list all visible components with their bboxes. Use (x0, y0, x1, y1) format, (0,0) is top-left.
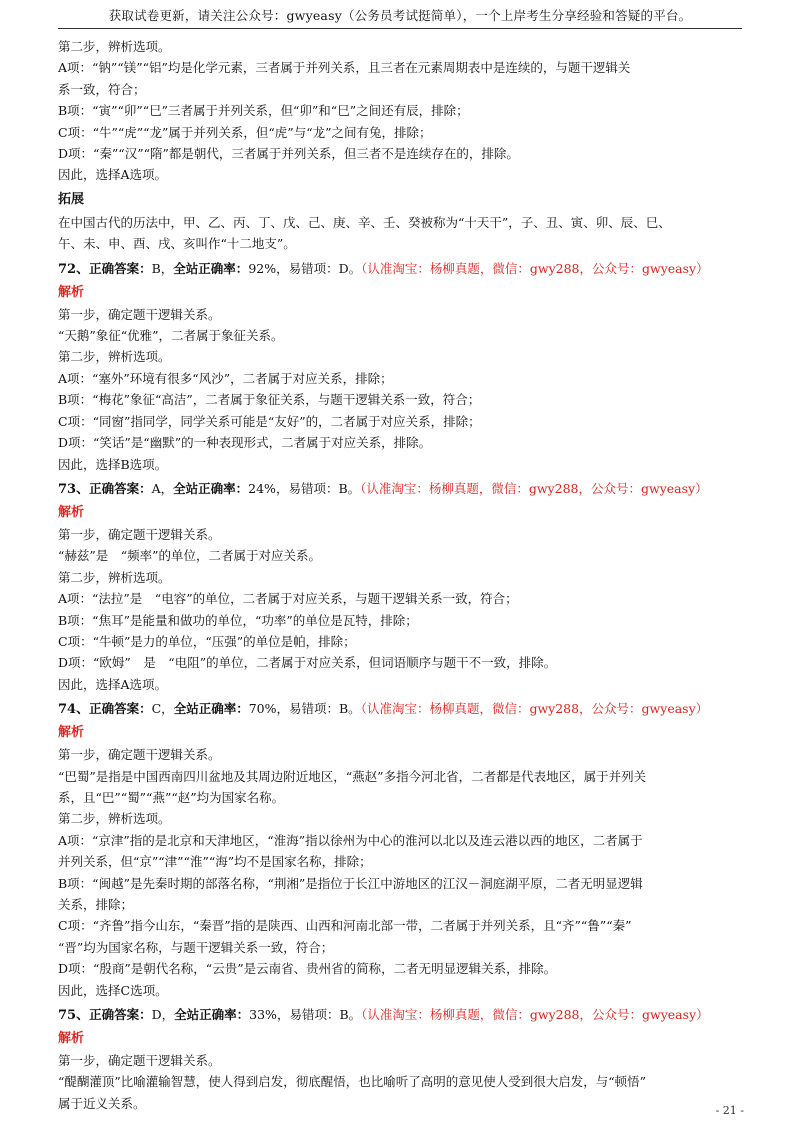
text-line: 因此，选择C选项。 (58, 982, 168, 998)
top-section (58, 36, 748, 186)
text-line: A项：“京津”指的是北京和天津地区，“淮海”指以徐州为中心的淮河以北以及连云港以西的地区，二者属于 (58, 832, 643, 848)
answer-line (58, 477, 748, 502)
text-line: D项：“笑话”是“幽默”的一种表现形式，二者属于对应关系，排除。 (58, 435, 432, 451)
promo-note: （认准淘宝：杨柳真题，微信：gwy288，公众号：gwyeasy） (361, 260, 709, 276)
rate-label: 全站正确率： (173, 701, 249, 717)
answer-value: A， (151, 480, 174, 496)
text-line: B项：“闽越”是先秦时期的部落名称，“荆湘”是指位于长江中游地区的江汉－洞庭湖平原，二者无明显逻辑 (58, 875, 643, 891)
text-line: 第二步，辨析选项。 (58, 349, 171, 365)
rate-value: 24%，易错项：B。 (248, 480, 361, 496)
text-line: “醍醐灌顶”比喻灌输智慧，使人得到启发，彻底醒悟，也比喻听了高明的意见使人受到很大启发，与“顿悟” (58, 1074, 647, 1090)
answer-line (58, 1003, 748, 1028)
text-line: 属于近义关系。 (58, 1095, 146, 1111)
text-line: B项：“梅花”象征“高洁”，二者属于象征关系，与题干逻辑关系一致，符合； (58, 392, 481, 408)
analysis-heading: 解析 (58, 504, 85, 520)
answer-label: 正确答案： (89, 260, 152, 276)
page-number: - 21 - (715, 1104, 744, 1117)
answer-value: D， (151, 1007, 175, 1023)
rate-value: 70%，易错项：B。 (248, 701, 361, 717)
text-line: C项：“牛顿”是力的单位，“压强”的单位是帕，排除； (58, 633, 356, 649)
analysis-heading: 解析 (58, 284, 85, 300)
text-line: B项：“焦耳”是能量和做功的单位，“功率”的单位是瓦特，排除； (58, 612, 418, 628)
rate-value: 92%，易错项：D。 (248, 260, 362, 276)
text-line: D项：“殷商”是朝代名称，“云贵”是云南省、贵州省的简称，二者无明显逻辑关系，排除。 (58, 961, 557, 977)
question-73 (58, 477, 748, 695)
text-line: “天鹅”象征“优雅”，二者属于象征关系。 (58, 328, 284, 344)
text-line: “赫兹”是 “频率”的单位，二者属于对应关系。 (58, 548, 322, 564)
text-line: 第一步，确定题干逻辑关系。 (58, 1053, 221, 1069)
promo-note: （认准淘宝：杨柳真题，微信：gwy288，公众号：gwyeasy） (360, 480, 708, 496)
text-line: D项：“欧姆” 是 “电阻”的单位，二者属于对应关系，但词语顺序与题干不一致，排除。 (58, 655, 557, 671)
header-divider (58, 28, 742, 29)
text-line: A项：“法拉”是 “电容”的单位，二者属于对应关系，与题干逻辑关系一致，符合； (58, 591, 518, 607)
answer-label: 正确答案： (89, 701, 152, 717)
page-content (58, 36, 748, 1114)
text-line: “巴蜀”是指是中国西南四川盆地及其周边附近地区，“燕赵”多指今河北省，二者都是代表地区，属于并列关 (58, 768, 647, 784)
text-line: 第一步，确定题干逻辑关系。 (58, 747, 221, 763)
rate-label: 全站正确率： (173, 480, 249, 496)
text-line: 系一致，符合； (58, 81, 146, 97)
text-line: 因此，选择B选项。 (58, 456, 168, 472)
text-line: 第一步，确定题干逻辑关系。 (58, 526, 221, 542)
text-line: 第一步，确定题干逻辑关系。 (58, 306, 221, 322)
text-line: A项：“钠”“镁”“铝”均是化学元素，三者属于并列关系，且三者在元素周期表中是连续的，与题干逻辑关 (58, 60, 631, 76)
text-line: C项：“同窗”指同学，同学关系可能是“友好”的，二者属于对应关系，排除； (58, 413, 481, 429)
text-line: 在中国古代的历法中，甲、乙、丙、丁、戊、己、庚、辛、壬、癸被称为“十天干”，子、丑、寅、卯、辰、巳、 (58, 214, 671, 230)
text-line: 第二步，辨析选项。 (58, 39, 171, 54)
text-line: 因此，选择A选项。 (58, 676, 168, 692)
text-line: “晋”均为国家名称，与题干逻辑关系一致，符合； (58, 939, 334, 955)
answer-label: 正确答案： (89, 480, 152, 496)
text-line: 午、未、申、酉、戌、亥叫作“十二地支”。 (58, 236, 296, 252)
answer-line (58, 697, 748, 722)
promo-note: （认准淘宝：杨柳真题，微信：gwy288，公众号：gwyeasy） (361, 1007, 709, 1023)
question-number: 73、 (58, 481, 90, 497)
text-line: 因此，选择A选项。 (58, 167, 168, 183)
answer-value: C， (151, 701, 174, 717)
question-number: 74、 (58, 702, 90, 718)
text-line: 系，且“巴”“蜀”“燕”“赵”均为国家名称。 (58, 789, 285, 805)
text-line: 第二步，辨析选项。 (58, 811, 171, 827)
page-header: 获取试卷更新，请关注公众号：gwyeasy（公务员考试挺简单），一个上岸考生分享经验和答疑的平台。 (108, 8, 692, 23)
text-line: D项：“秦”“汉”“隋”都是朝代，三者属于并列关系，但三者不是连续存在的，排除。 (58, 146, 519, 162)
question-74 (58, 697, 748, 1001)
rate-label: 全站正确率： (174, 1007, 250, 1023)
analysis-heading: 解析 (58, 725, 85, 741)
analysis-heading: 解析 (58, 1031, 85, 1047)
answer-line (58, 257, 748, 282)
extension-section (58, 188, 748, 255)
extension-title: 拓展 (58, 191, 85, 207)
text-line: 并列关系，但“京”“津”“淮”“海”均不是国家名称，排除； (58, 854, 372, 870)
text-line: C项：“牛”“虎”“龙”属于并列关系，但“虎”与“龙”之间有兔，排除； (58, 124, 432, 140)
text-line: C项：“齐鲁”指今山东，“秦晋”指的是陕西、山西和河南北部一带，二者属于并列关系，且“齐”“鲁”“秦” (58, 918, 632, 934)
answer-value: B， (151, 260, 174, 276)
text-line: 关系，排除； (58, 897, 134, 912)
question-72 (58, 257, 748, 475)
rate-value: 33%，易错项：B。 (249, 1007, 362, 1023)
text-line: A项：“塞外”环境有很多“风沙”，二者属于对应关系，排除； (58, 370, 393, 386)
question-number: 72、 (58, 261, 90, 277)
promo-note: （认准淘宝：杨柳真题，微信：gwy288，公众号：gwyeasy） (360, 701, 709, 717)
question-number: 75、 (58, 1008, 90, 1024)
question-75 (58, 1003, 748, 1114)
text-line: 第二步，辨析选项。 (58, 569, 171, 585)
text-line: B项：“寅”“卯”“巳”三者属于并列关系，但“卯”和“巳”之间还有辰，排除； (58, 103, 469, 119)
answer-label: 正确答案： (89, 1007, 152, 1023)
rate-label: 全站正确率： (173, 260, 249, 276)
